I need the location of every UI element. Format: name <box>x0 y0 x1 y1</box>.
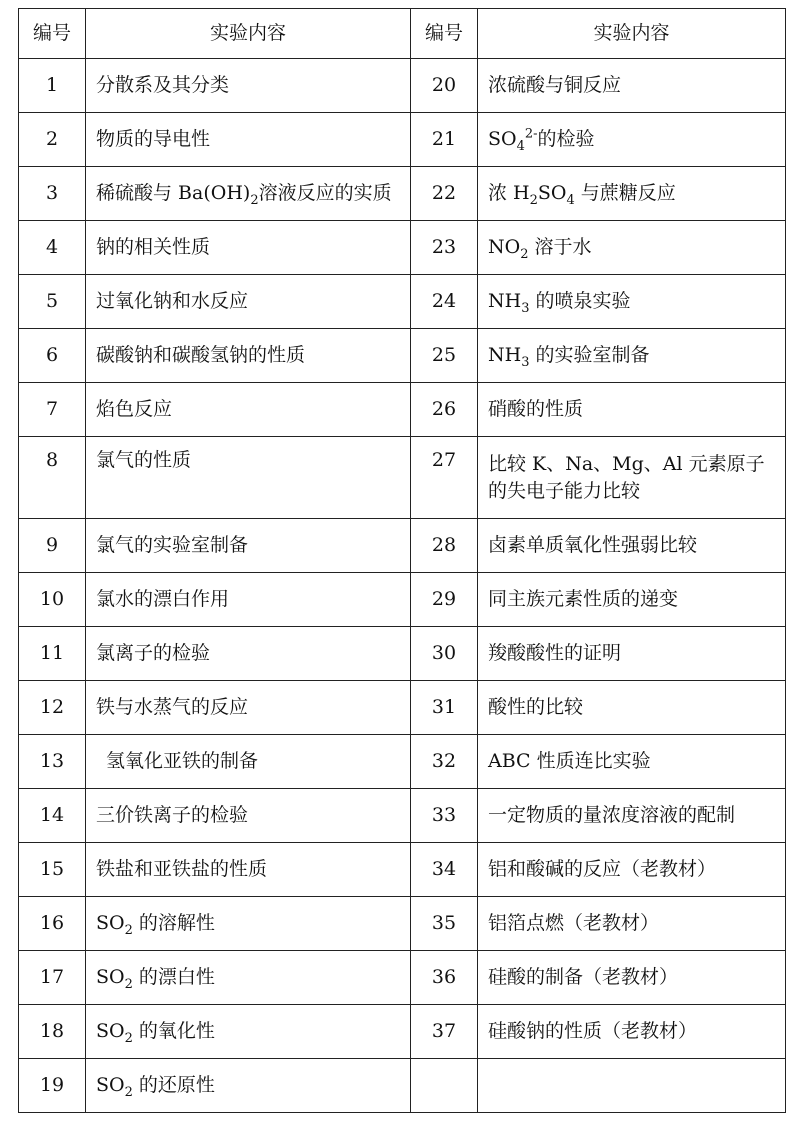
right-row-number: 25 <box>411 329 478 383</box>
subscript: 3 <box>521 355 530 370</box>
right-experiment-content <box>478 221 786 275</box>
text-part: 溶于水 <box>528 236 592 259</box>
table-row <box>19 519 786 573</box>
left-row-number: 18 <box>19 1005 86 1059</box>
left-row-number: 1 <box>19 59 86 113</box>
table-row <box>19 167 786 221</box>
left-experiment-content <box>86 519 411 573</box>
table-row <box>19 329 786 383</box>
text-part: 过氧化钠和水反应 <box>96 290 249 313</box>
text-part: 的溶解性 <box>132 912 215 935</box>
left-experiment-content <box>86 1005 411 1059</box>
text-part: 铁与水蒸气的反应 <box>96 696 249 719</box>
right-row-number: 33 <box>411 789 478 843</box>
right-experiment-content <box>478 951 786 1005</box>
right-experiment-content <box>478 1005 786 1059</box>
text-part: ABC 性质连比实验 <box>488 750 651 773</box>
right-row-number: 21 <box>411 113 478 167</box>
right-experiment-content <box>478 329 786 383</box>
table-row <box>19 843 786 897</box>
table-row <box>19 735 786 789</box>
left-experiment-content <box>86 681 411 735</box>
left-row-number: 9 <box>19 519 86 573</box>
table-row <box>19 951 786 1005</box>
table-row <box>19 897 786 951</box>
left-experiment-content <box>86 789 411 843</box>
right-row-number: 34 <box>411 843 478 897</box>
text-part: 氯离子的检验 <box>96 642 211 665</box>
right-row-number: 22 <box>411 167 478 221</box>
right-experiment-content <box>478 789 786 843</box>
text-part: 羧酸酸性的证明 <box>488 642 622 665</box>
text-part: SO <box>96 1074 125 1097</box>
left-row-number: 12 <box>19 681 86 735</box>
table-row <box>19 221 786 275</box>
subscript: 2 <box>250 193 259 208</box>
right-experiment-content <box>478 627 786 681</box>
left-row-number: 2 <box>19 113 86 167</box>
header-row <box>19 9 786 59</box>
left-experiment-content <box>86 329 411 383</box>
superscript: 2- <box>524 126 538 142</box>
left-row-number: 15 <box>19 843 86 897</box>
right-row-number: 28 <box>411 519 478 573</box>
left-row-number: 4 <box>19 221 86 275</box>
text-part: SO <box>96 966 125 989</box>
subscript: 4 <box>516 139 525 154</box>
subscript: 3 <box>521 301 530 316</box>
text-part: 焰色反应 <box>96 398 173 421</box>
subscript: 2 <box>520 247 529 262</box>
left-experiment-content <box>86 843 411 897</box>
right-row-number: 32 <box>411 735 478 789</box>
subscript: 4 <box>566 193 575 208</box>
left-experiment-content <box>86 573 411 627</box>
text-part: 铝箔点燃（老教材） <box>488 912 660 935</box>
left-row-number: 19 <box>19 1059 86 1113</box>
table-row <box>19 437 786 519</box>
right-experiment-content <box>478 843 786 897</box>
text-part: 的实验室制备 <box>529 344 650 367</box>
right-row-number: 31 <box>411 681 478 735</box>
right-row-number: 37 <box>411 1005 478 1059</box>
text-part: 卤素单质氧化性强弱比较 <box>488 534 698 557</box>
left-experiment-content <box>86 735 411 789</box>
left-experiment-content <box>86 275 411 329</box>
right-row-number: 27 <box>411 437 478 519</box>
left-row-number: 8 <box>19 437 86 519</box>
text-part: SO <box>96 912 125 935</box>
text-part: 铁盐和亚铁盐的性质 <box>96 858 268 881</box>
left-experiment-content <box>86 167 411 221</box>
text-part: 的氧化性 <box>132 1020 215 1043</box>
left-experiment-content <box>86 437 411 519</box>
text-part: 与蔗糖反应 <box>574 182 676 205</box>
right-experiment-content <box>478 113 786 167</box>
right-row-number <box>411 1059 478 1113</box>
right-experiment-content <box>478 275 786 329</box>
left-experiment-content <box>86 627 411 681</box>
table-row <box>19 113 786 167</box>
left-row-number: 17 <box>19 951 86 1005</box>
right-row-number: 30 <box>411 627 478 681</box>
left-experiment-content <box>86 383 411 437</box>
text-part: 氢氧化亚铁的制备 <box>106 750 259 773</box>
left-row-number: 11 <box>19 627 86 681</box>
table-row <box>19 1059 786 1113</box>
right-experiment-content <box>478 681 786 735</box>
left-experiment-content <box>86 113 411 167</box>
header-num-right: 编号 <box>411 9 478 59</box>
left-row-number: 3 <box>19 167 86 221</box>
subscript: 2 <box>124 1085 133 1100</box>
text-part: 的喷泉实验 <box>529 290 631 313</box>
text-part: 的还原性 <box>132 1074 215 1097</box>
table-row <box>19 1005 786 1059</box>
text-part: 氯水的漂白作用 <box>96 588 230 611</box>
text-part: 分散系及其分类 <box>96 74 230 97</box>
right-row-number: 24 <box>411 275 478 329</box>
right-experiment-content <box>478 897 786 951</box>
right-row-number: 35 <box>411 897 478 951</box>
header-content-left: 实验内容 <box>86 9 411 59</box>
text-part: 一定物质的量浓度溶液的配制 <box>488 804 736 827</box>
subscript: 2 <box>529 193 538 208</box>
text-part: 同主族元素性质的递变 <box>488 588 679 611</box>
right-experiment-content <box>478 735 786 789</box>
text-part: 铝和酸碱的反应（老教材） <box>488 858 717 881</box>
text-part: SO <box>537 182 567 205</box>
text-part: 氯气的性质 <box>96 449 192 471</box>
subscript: 2 <box>124 977 133 992</box>
right-experiment-content <box>478 59 786 113</box>
text-part: 的漂白性 <box>132 966 215 989</box>
text-part: 物质的导电性 <box>96 128 211 151</box>
subscript: 2 <box>124 1031 133 1046</box>
table-body <box>19 59 786 1113</box>
right-experiment-content <box>478 573 786 627</box>
text-part: SO <box>96 1020 125 1043</box>
left-row-number: 13 <box>19 735 86 789</box>
left-row-number: 7 <box>19 383 86 437</box>
table-row <box>19 789 786 843</box>
text-part: 碳酸钠和碳酸氢钠的性质 <box>96 344 306 367</box>
header-content-right: 实验内容 <box>478 9 786 59</box>
left-experiment-content <box>86 897 411 951</box>
left-experiment-content <box>86 951 411 1005</box>
text-part: 比较 K、Na、Mg、Al 元素原子的失电子能力比较 <box>488 452 765 502</box>
text-part: 硅酸的制备（老教材） <box>488 966 679 989</box>
left-row-number: 10 <box>19 573 86 627</box>
text-part: 钠的相关性质 <box>96 236 211 259</box>
left-row-number: 6 <box>19 329 86 383</box>
right-row-number: 20 <box>411 59 478 113</box>
left-experiment-content <box>86 59 411 113</box>
left-experiment-content <box>86 1059 411 1113</box>
right-row-number: 36 <box>411 951 478 1005</box>
right-row-number: 23 <box>411 221 478 275</box>
text-part: 三价铁离子的检验 <box>96 804 249 827</box>
right-experiment-content <box>478 383 786 437</box>
text-part: 酸性的比较 <box>488 696 584 719</box>
right-row-number: 26 <box>411 383 478 437</box>
text-part: 溶液反应的实质 <box>258 182 392 205</box>
right-experiment-content <box>478 1059 786 1113</box>
text-part: 的检验 <box>537 128 595 151</box>
text-part: 浓硫酸与铜反应 <box>488 74 622 97</box>
text-part: NO <box>488 236 521 259</box>
left-row-number: 14 <box>19 789 86 843</box>
subscript: 2 <box>124 923 133 938</box>
left-row-number: 16 <box>19 897 86 951</box>
table-row <box>19 383 786 437</box>
text-part: 氯气的实验室制备 <box>96 534 249 557</box>
experiment-table <box>18 8 786 1113</box>
right-experiment-content <box>478 437 786 519</box>
right-experiment-content <box>478 167 786 221</box>
left-row-number: 5 <box>19 275 86 329</box>
text-part: SO <box>488 128 517 151</box>
text-part: 浓 H <box>488 182 530 205</box>
text-part: NH <box>488 290 522 313</box>
header-num-left: 编号 <box>19 9 86 59</box>
table-row <box>19 573 786 627</box>
right-row-number: 29 <box>411 573 478 627</box>
left-experiment-content <box>86 221 411 275</box>
table-row <box>19 681 786 735</box>
text-part: NH <box>488 344 522 367</box>
text-part: 稀硫酸与 Ba(OH) <box>96 182 251 205</box>
table-row <box>19 59 786 113</box>
text-part: 硅酸钠的性质（老教材） <box>488 1020 698 1043</box>
table-row <box>19 627 786 681</box>
text-part: 硝酸的性质 <box>488 398 584 421</box>
right-experiment-content <box>478 519 786 573</box>
table-row <box>19 275 786 329</box>
